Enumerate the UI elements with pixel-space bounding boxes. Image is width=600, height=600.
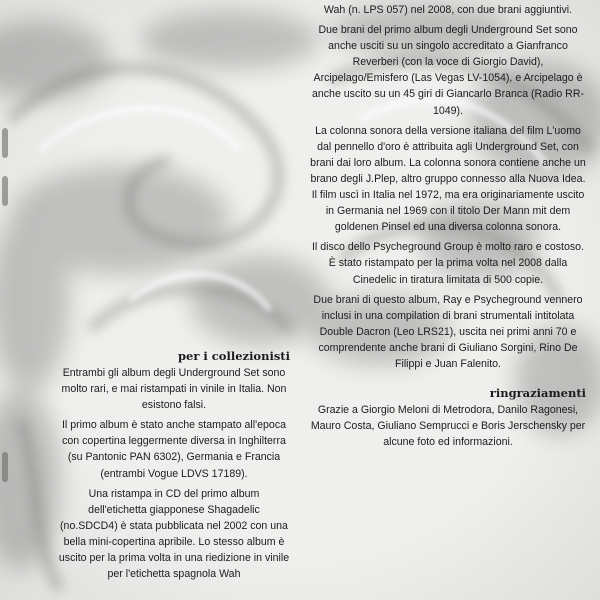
paragraph: Il disco dello Psycheground Group è molto raro e costoso. È stato ristampato per la prima volta nel 2008 dalla Cinedelic in tiratura limitata di 500 copie. <box>311 241 585 286</box>
paragraph: Due brani di questo album, Ray e Psycheground vennero inclusi in una compilation di brani strumentali intitolata Double Dacron (Leo LRS21), uscita nei primi anni 70 e comprendente anche brani di Giuliano Sorgini, Rino De Filippi e Juan Falenito. <box>313 293 583 370</box>
right-column <box>310 2 586 454</box>
paragraph: Entrambi gli album degli Underground Set sono molto rari, e mai ristampati in vinile in Italia. Non esistono falsi. <box>61 367 287 412</box>
section-heading-collectors: per i collezionisti <box>178 349 290 363</box>
section-heading-thanks: ringraziamenti <box>489 386 586 401</box>
paragraph: Il primo album è stato anche stampato all'epoca con copertina leggermente diversa in Inghilterra (su Pantonic PAN 6302), Germania e Francia (entrambi Vogue LDVS 17189). <box>61 419 287 480</box>
paragraph: Wah (n. LPS 057) nel 2008, con due brani aggiuntivi. <box>323 4 573 16</box>
left-column <box>58 348 290 586</box>
paragraph: Due brani del primo album degli Underground Set sono anche usciti su un singolo accreditato a Gianfranco Reverberi (con la voce di Giorgio David), Arcipelago/Emisfero (Las Vegas LV-1054), e Arcipelago è anche uscito su un 45 giri di Giancarlo Branca (Radio RR-1049). <box>311 24 585 117</box>
paragraph: La colonna sonora della versione italiana del film L'uomo dal pennello d'oro è attribuita agli Underground Set, con brani dai loro album. La colonna sonora contiene anche un brano degli J.Plep, altro gruppo connesso alla Nuova Idea. Il film uscì in Italia nel 1972, ma era originariamente uscito in Germania nel 1969 con il titolo Der Mann mit dem goldenen Pinsel ed una diversa colonna sonora. <box>310 124 586 234</box>
paragraph: Una ristampa in CD del primo album dell'etichetta giapponese Shagadelic (no.SDCD4) è stata pubblicata nel 2002 con una bella mini-copertina apribile. Lo stesso album è uscito per la prima volta in una riedizione in vinile per l'etichetta spagnola Wah <box>58 487 290 581</box>
thanks-paragraph: Grazie a Giorgio Meloni di Metrodora, Danilo Ragonesi, Mauro Costa, Giuliano Semprucci e Boris Jerschensky per alcune foto ed informazioni. <box>310 404 586 449</box>
